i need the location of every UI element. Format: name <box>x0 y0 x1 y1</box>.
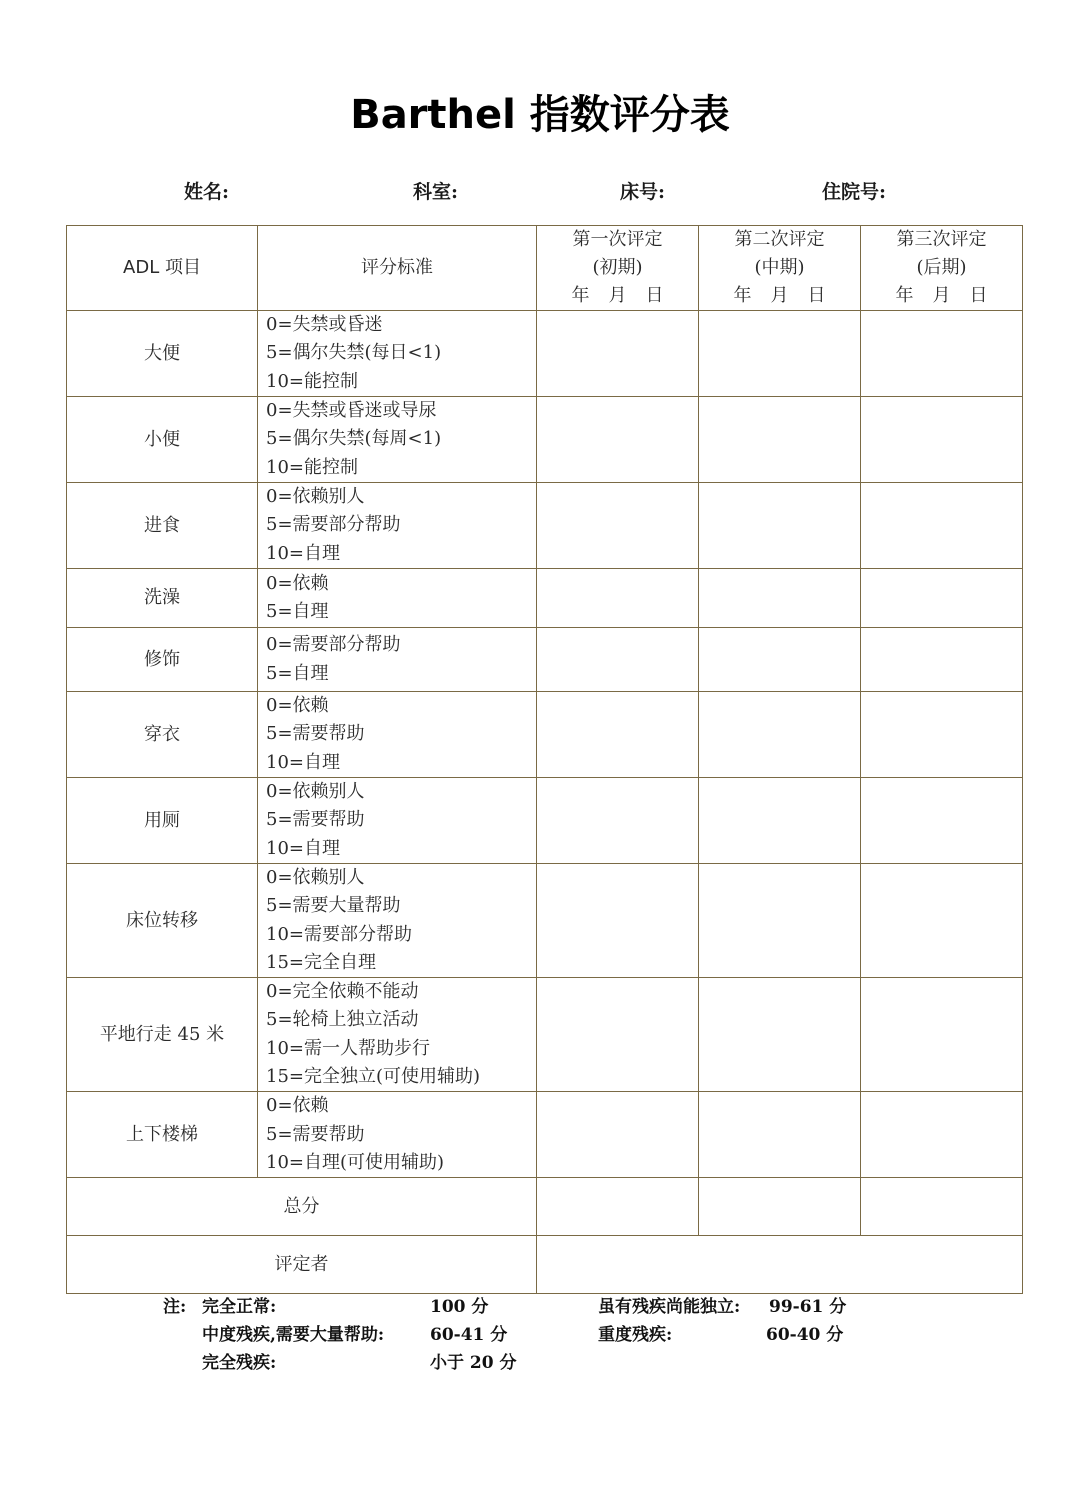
eval-date: 年 月 日 <box>895 285 988 306</box>
adl-item: 洗澡 <box>67 569 258 628</box>
table-row <box>67 628 1023 692</box>
admission-number-label: 住院号: <box>822 181 887 203</box>
second-eval-score-cell[interactable] <box>699 628 861 692</box>
eval-date: 年 月 日 <box>733 285 826 306</box>
first-eval-score-cell[interactable] <box>537 483 699 569</box>
adl-item: 上下楼梯 <box>67 1092 258 1178</box>
criteria-line: 10=能控制 <box>266 456 358 478</box>
eval-date: 年 月 日 <box>571 285 664 306</box>
table-row <box>67 978 1023 1092</box>
third-eval-total-cell[interactable] <box>861 1178 1023 1236</box>
scoring-criteria <box>258 397 537 483</box>
note-normal-value: 100 分 <box>430 1297 489 1317</box>
criteria-line: 0=需要部分帮助 <box>266 634 401 656</box>
criteria-line: 10=自理 <box>266 837 340 859</box>
criteria-line: 10=需要部分帮助 <box>266 923 412 945</box>
second-eval-score-cell[interactable] <box>699 397 861 483</box>
criteria-line: 0=失禁或昏迷或导尿 <box>266 400 437 422</box>
table-row <box>67 1092 1023 1178</box>
scoring-criteria <box>258 778 537 864</box>
note-independent-label: 虽有残疾尚能独立: <box>598 1297 741 1317</box>
third-eval-score-cell[interactable] <box>861 397 1023 483</box>
table-row <box>67 483 1023 569</box>
second-eval-score-cell[interactable] <box>699 692 861 778</box>
scoring-criteria <box>258 1092 537 1178</box>
assessor-row <box>67 1236 1023 1294</box>
note-complete-value: 小于 20 分 <box>430 1353 517 1373</box>
third-eval-score-cell[interactable] <box>861 1092 1023 1178</box>
second-eval-score-cell[interactable] <box>699 864 861 978</box>
scoring-criteria <box>258 692 537 778</box>
criteria-line: 10=自理 <box>266 542 340 564</box>
criteria-line: 10=自理(可使用辅助) <box>266 1152 445 1174</box>
criteria-line: 5=需要部分帮助 <box>266 514 401 536</box>
criteria-line: 0=依赖 <box>266 1095 329 1117</box>
third-eval-score-cell[interactable] <box>861 978 1023 1092</box>
second-eval-score-cell[interactable] <box>699 311 861 397</box>
criteria-line: 10=自理 <box>266 751 340 773</box>
third-eval-score-cell[interactable] <box>861 778 1023 864</box>
third-eval-header <box>861 226 1023 311</box>
third-eval-score-cell[interactable] <box>861 311 1023 397</box>
eval-title: 第一次评定 <box>572 229 663 250</box>
criteria-line: 0=失禁或昏迷 <box>266 314 383 336</box>
first-eval-header <box>537 226 699 311</box>
criteria-line: 5=轮椅上独立活动 <box>266 1009 419 1031</box>
adl-item: 床位转移 <box>67 864 258 978</box>
adl-item: 修饰 <box>67 628 258 692</box>
second-eval-score-cell[interactable] <box>699 569 861 628</box>
adl-item: 用厕 <box>67 778 258 864</box>
criteria-line: 5=需要帮助 <box>266 723 365 745</box>
scoring-criteria <box>258 311 537 397</box>
table-row <box>67 864 1023 978</box>
name-label: 姓名: <box>184 181 230 203</box>
scoring-criteria <box>258 628 537 692</box>
second-eval-score-cell[interactable] <box>699 483 861 569</box>
first-eval-score-cell[interactable] <box>537 1092 699 1178</box>
first-eval-score-cell[interactable] <box>537 864 699 978</box>
table-row <box>67 311 1023 397</box>
first-eval-score-cell[interactable] <box>537 569 699 628</box>
adl-item: 平地行走 45 米 <box>67 978 258 1092</box>
criteria-line: 0=依赖 <box>266 572 329 594</box>
second-eval-score-cell[interactable] <box>699 978 861 1092</box>
third-eval-score-cell[interactable] <box>861 692 1023 778</box>
third-eval-score-cell[interactable] <box>861 569 1023 628</box>
adl-item: 小便 <box>67 397 258 483</box>
assessor-label: 评定者 <box>67 1236 537 1294</box>
criteria-line: 0=完全依赖不能动 <box>266 981 419 1003</box>
criteria-line: 5=自理 <box>266 601 329 622</box>
eval-phase: (后期) <box>916 257 967 278</box>
criteria-line: 5=需要帮助 <box>266 809 365 831</box>
note-severe-value: 60-40 分 <box>766 1325 844 1345</box>
eval-title: 第二次评定 <box>734 229 825 250</box>
first-eval-score-cell[interactable] <box>537 692 699 778</box>
note-normal-label: 完全正常: <box>202 1297 277 1317</box>
criteria-line: 0=依赖别人 <box>266 867 365 888</box>
criteria-line: 10=需一人帮助步行 <box>266 1037 430 1059</box>
criteria-line: 5=偶尔失禁(每周<1) <box>266 428 442 450</box>
table-row <box>67 397 1023 483</box>
criteria-header: 评分标准 <box>258 226 537 311</box>
scoring-criteria <box>258 483 537 569</box>
criteria-line: 15=完全自理 <box>266 951 376 973</box>
table-row <box>67 778 1023 864</box>
note-moderate-value: 60-41 分 <box>430 1325 508 1345</box>
second-eval-score-cell[interactable] <box>699 1092 861 1178</box>
scoring-criteria <box>258 978 537 1092</box>
note-independent-value: 99-61 分 <box>769 1297 847 1317</box>
second-eval-score-cell[interactable] <box>699 778 861 864</box>
assessor-signature-cell[interactable] <box>537 1236 1023 1294</box>
first-eval-score-cell[interactable] <box>537 978 699 1092</box>
first-eval-total-cell[interactable] <box>537 1178 699 1236</box>
first-eval-score-cell[interactable] <box>537 778 699 864</box>
criteria-line: 5=自理 <box>266 662 329 684</box>
note-prefix: 注: <box>163 1297 187 1317</box>
eval-phase: (中期) <box>754 257 805 278</box>
bed-label: 床号: <box>620 181 666 203</box>
third-eval-score-cell[interactable] <box>861 483 1023 569</box>
first-eval-score-cell[interactable] <box>537 311 699 397</box>
note-severe-label: 重度残疾: <box>598 1325 673 1345</box>
scoring-criteria <box>258 864 537 978</box>
adl-item: 穿衣 <box>67 692 258 778</box>
criteria-line: 15=完全独立(可使用辅助) <box>266 1066 481 1088</box>
eval-title: 第三次评定 <box>896 229 987 250</box>
total-score-label: 总分 <box>67 1178 537 1236</box>
table-row <box>67 692 1023 778</box>
criteria-line: 5=偶尔失禁(每日<1) <box>266 342 442 364</box>
header-row <box>67 226 1023 311</box>
criteria-line: 0=依赖别人 <box>266 486 365 508</box>
department-label: 科室: <box>413 181 459 203</box>
scoring-criteria <box>258 569 537 628</box>
third-eval-score-cell[interactable] <box>861 864 1023 978</box>
criteria-line: 0=依赖 <box>266 695 329 717</box>
criteria-line: 5=需要大量帮助 <box>266 895 401 917</box>
third-eval-score-cell[interactable] <box>861 628 1023 692</box>
total-row <box>67 1178 1023 1236</box>
barthel-table <box>66 225 1023 1294</box>
eval-phase: (初期) <box>592 257 643 278</box>
note-complete-label: 完全残疾: <box>202 1353 277 1373</box>
second-eval-total-cell[interactable] <box>699 1178 861 1236</box>
first-eval-score-cell[interactable] <box>537 628 699 692</box>
criteria-line: 0=依赖别人 <box>266 781 365 803</box>
adl-item: 进食 <box>67 483 258 569</box>
table-row <box>67 569 1023 628</box>
second-eval-header <box>699 226 861 311</box>
first-eval-score-cell[interactable] <box>537 397 699 483</box>
adl-item-header: ADL 项目 <box>67 226 258 311</box>
criteria-line: 5=需要帮助 <box>266 1123 365 1145</box>
page-title: Barthel 指数评分表 <box>350 92 730 138</box>
criteria-line: 10=能控制 <box>266 370 358 392</box>
adl-item: 大便 <box>67 311 258 397</box>
note-moderate-label: 中度残疾,需要大量帮助: <box>202 1325 385 1345</box>
